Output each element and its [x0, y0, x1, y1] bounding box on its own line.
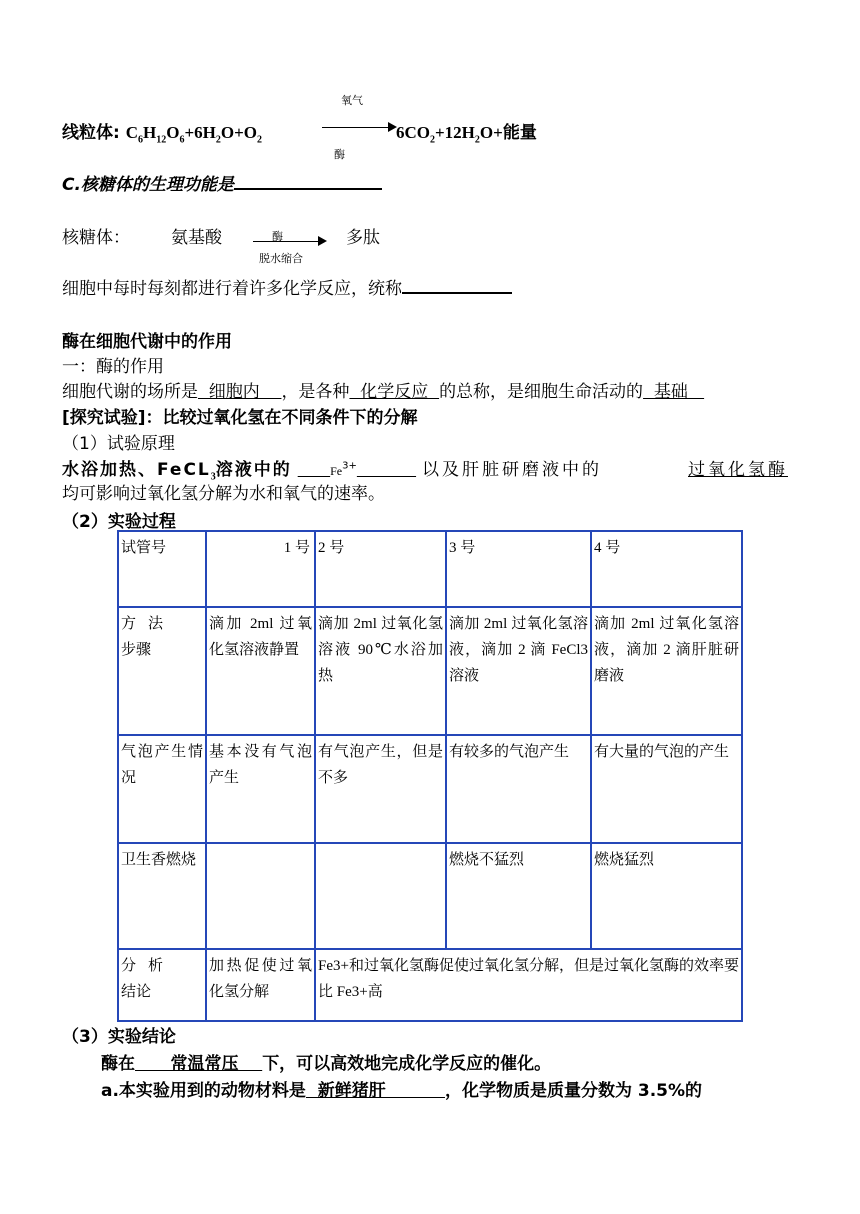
material-line: [101, 1076, 702, 1101]
conclusion-text-1: 酶在: [101, 1054, 135, 1074]
table-cell: 基本没有气泡产生: [206, 735, 315, 843]
principle-text-3: 以及肝脏研磨液中的: [421, 460, 602, 480]
table-cell: 气泡产生情况: [118, 735, 206, 843]
ribosome-product: 多肽: [346, 228, 380, 248]
metabolism-definition: [62, 377, 704, 402]
material-answer: 新鲜猪肝: [305, 1081, 445, 1101]
material-text-2: ，化学物质是质量分数为 3.5%的: [444, 1081, 703, 1101]
ribosome-reactant: 氨基酸: [171, 228, 222, 248]
def-text-2: ，是各种: [281, 382, 350, 402]
table-row: [118, 531, 742, 607]
ribosome-question: [62, 170, 382, 195]
ribosome-arrow-head: [318, 236, 327, 246]
def-text-3: 的总称，是细胞生命活动的: [439, 382, 644, 402]
principle-fe-sup: 3+: [342, 460, 357, 472]
answer-blank[interactable]: [402, 276, 512, 294]
conclusion-answer: 常温常压: [135, 1054, 263, 1074]
experiment-title: [探究试验]：比较过氧化氢在不同条件下的分解: [62, 408, 418, 428]
table-cell: 滴加 2ml 过氧化氢溶液静置: [206, 607, 315, 735]
mito-arrow-top-label: 氧气: [341, 94, 363, 107]
table-cell: 加热促使过氧化氢分解: [206, 949, 315, 1021]
principle-line-2: 均可影响过氧化氢分解为水和氧气的速率。: [62, 484, 385, 504]
table-cell: 滴加 2ml 过氧化氢溶液 90℃水浴加热: [315, 607, 446, 735]
table-cell: 有气泡产生，但是不多: [315, 735, 446, 843]
mito-products: $6CO_2+12H_2O+$能量: [396, 123, 537, 146]
table-cell: 有较多的气泡产生: [446, 735, 591, 843]
conclusion-line: [101, 1049, 551, 1074]
table-row: [118, 607, 742, 735]
ribosome-arrow-bottom-label: 脱水缩合: [259, 252, 303, 265]
subsection-title: 一：酶的作用: [62, 357, 164, 377]
table-cell: 2 号: [315, 531, 446, 607]
material-text-1: a.本实验用到的动物材料是: [101, 1081, 306, 1101]
experiment-table: [117, 530, 743, 1022]
ribosome-arrow-top-label: 酶: [272, 230, 283, 243]
table-row: [118, 949, 742, 1021]
principle-text-2: 溶液中的: [215, 460, 292, 480]
ribosome-label: 核糖体：: [62, 228, 130, 248]
row-label: 分析结论: [121, 958, 163, 1000]
table-cell: 3 号: [446, 531, 591, 607]
principle-answer-text: 过氧化氢酶: [688, 460, 788, 480]
table-row: [118, 843, 742, 949]
metabolism-question: [62, 274, 512, 299]
principle-sub: 3: [210, 471, 216, 483]
row-label: 方法步骤: [121, 616, 163, 658]
table-row: [118, 735, 742, 843]
principle-answer: [688, 455, 788, 480]
mito-arrow-bottom-label: 酶: [334, 148, 345, 161]
table-cell: 燃烧猛烈: [591, 843, 742, 949]
mito-arrow: [322, 127, 390, 128]
table-cell: 有大量的气泡的产生: [591, 735, 742, 843]
principle-text-1: 水浴加热、FeCL: [62, 460, 211, 480]
mito-equation: [62, 118, 262, 145]
def-answer-1: 细胞内: [198, 382, 282, 402]
def-answer-3: 基础: [643, 382, 705, 402]
table-cell: Fe3+和过氧化氢酶促使过氧化氢分解，但是过氧化氢酶的效率要比 Fe3+高: [315, 949, 742, 1021]
table-cell: 卫生香燃烧: [118, 843, 206, 949]
metabolism-question-text: 细胞中每时每刻都进行着许多化学反应，统称: [62, 279, 402, 299]
section-title: 酶在细胞代谢中的作用: [62, 332, 232, 352]
table-cell: 燃烧不猛烈: [446, 843, 591, 949]
ribosome-arrow: [253, 241, 319, 242]
table-cell: 滴加 2ml 过氧化氢溶液，滴加 2 滴肝脏研磨液: [591, 607, 742, 735]
def-answer-2: 化学反应: [349, 382, 440, 402]
principle-fe: Fe: [330, 464, 343, 478]
table-cell: [315, 843, 446, 949]
def-text-1: 细胞代谢的场所是: [62, 382, 198, 402]
mito-label: 线粒体:: [62, 123, 126, 143]
conclusion-heading: （3）实验结论: [62, 1027, 176, 1047]
answer-blank[interactable]: [234, 172, 382, 190]
table-cell: 4 号: [591, 531, 742, 607]
principle-blank-a: [298, 460, 330, 480]
table-cell: [118, 607, 206, 735]
table-cell: 试管号: [118, 531, 206, 607]
conclusion-text-2: 下，可以高效地完成化学反应的催化。: [262, 1054, 552, 1074]
table-cell: [118, 949, 206, 1021]
table-cell: [206, 843, 315, 949]
ribosome-question-text: C.核糖体的生理功能是: [62, 175, 234, 195]
table-cell: 滴加 2ml 过氧化氢溶液，滴加 2 滴 FeCl3溶液: [446, 607, 591, 735]
process-heading: （2）实验过程: [62, 512, 176, 532]
principle-heading: （1）试验原理: [62, 434, 175, 454]
table-cell: 1 号: [206, 531, 315, 607]
mito-reactants: $C_6H_{12}O_6+6H_2O+O_2$: [125, 123, 263, 146]
principle-blank-b: [357, 460, 416, 480]
